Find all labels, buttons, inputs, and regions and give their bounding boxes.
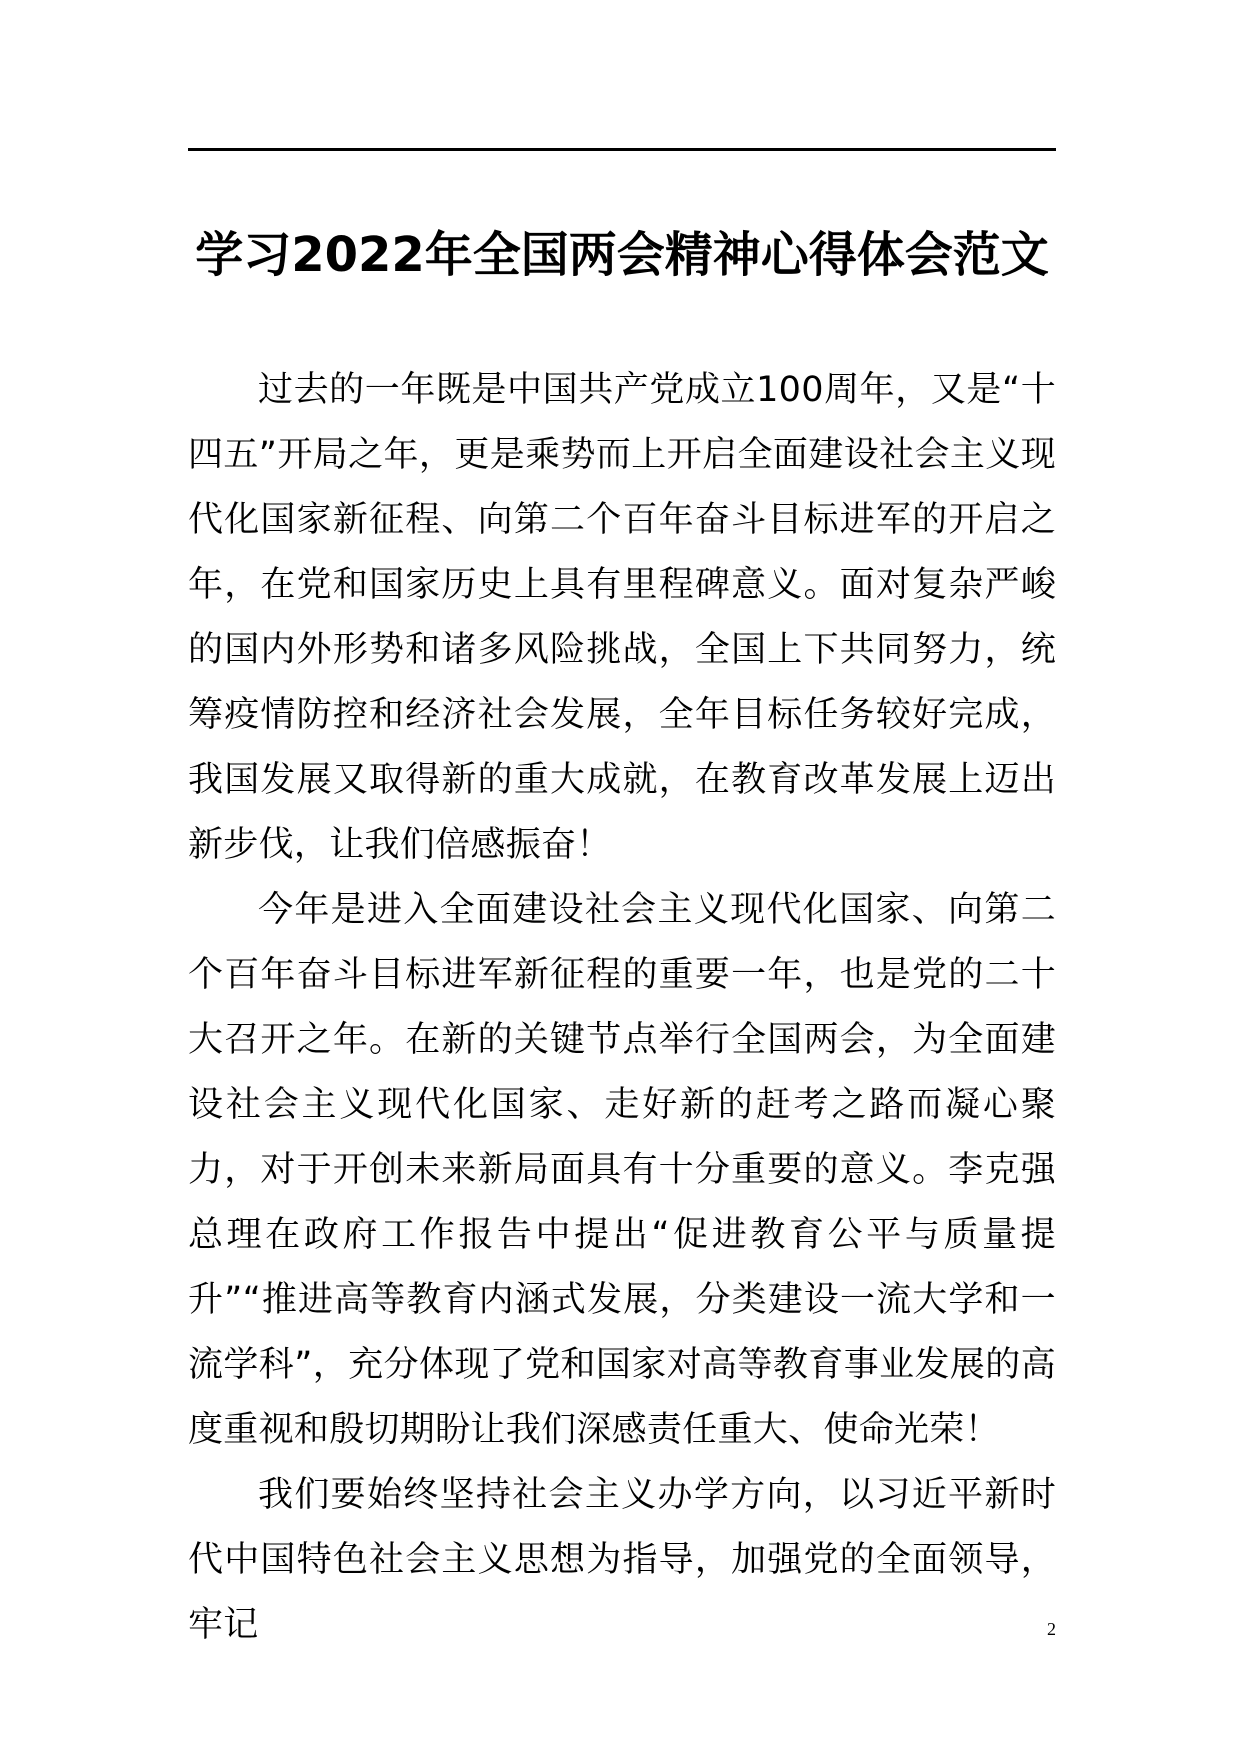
paragraph-3: 我们要始终坚持社会主义办学方向，以习近平新时代中国特色社会主义思想为指导，加强党的全面领导，牢记 bbox=[188, 1475, 1056, 1645]
document-body bbox=[188, 358, 1056, 1658]
paragraph-2: 今年是进入全面建设社会主义现代化国家、向第二个百年奋斗目标进军新征程的重要一年，也是党的二十大召开之年。在新的关键节点举行全国两会，为全面建设社会主义现代化国家、走好新的赶考之路而凝心聚力，对于开创未来新局面具有十分重要的意义。李克强总理在政府工作报告中提出“促进教育公平与质量提升”“推进高等教育内涵式发展，分类建设一流大学和一流学科”，充分体现了党和国家对高等教育事业发展的高度重视和殷切期盼让我们深感责任重大、使命光荣！ bbox=[188, 890, 1056, 1450]
document-title: 学习2022年全国两会精神心得体会范文 bbox=[195, 227, 1049, 283]
paragraph-1: 过去的一年既是中国共产党成立100周年，又是“十四五”开局之年，更是乘势而上开启全面建设社会主义现代化国家新征程、向第二个百年奋斗目标进军的开启之年，在党和国家历史上具有里程碑意义。面对复杂严峻的国内外形势和诸多风险挑战，全国上下共同努力，统筹疫情防控和经济社会发展，全年目标任务较好完成，我国发展又取得新的重大成就，在教育改革发展上迈出新步伐，让我们倍感振奋！ bbox=[188, 370, 1056, 865]
header-rule bbox=[188, 148, 1056, 151]
page-number: 2 bbox=[1047, 1619, 1056, 1639]
